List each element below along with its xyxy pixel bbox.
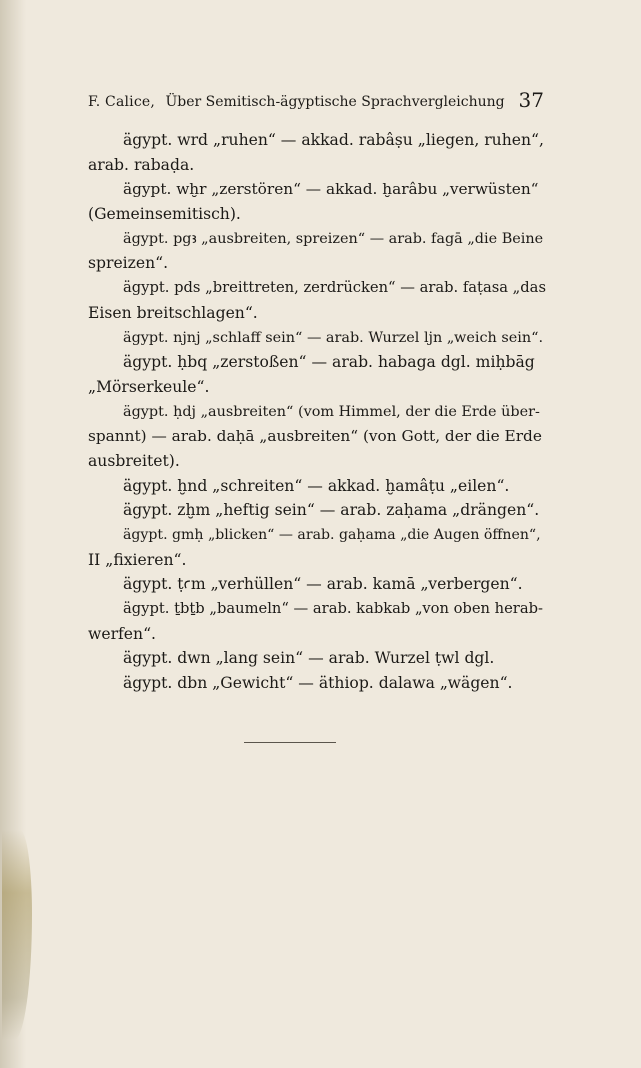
text-line: ägypt. ṯbṯb „baumeln“ — arab. kabkab „von oben herab- (123, 600, 543, 618)
text-line: spreizen“. (88, 254, 169, 273)
text-line: ausbreitet). (88, 451, 180, 470)
end-rule (244, 742, 336, 743)
text-line: spannt) — arab. daḥā „ausbreiten“ (von Gott, der die Erde (88, 427, 542, 446)
page-number: 37 (518, 88, 544, 112)
text-line: (Gemeinsemitisch). (88, 205, 241, 224)
text-line: ägypt. njnj „schlaff sein“ — arab. Wurzel ljn „weich sein“. (123, 329, 544, 346)
page-stain (2, 830, 32, 1040)
text-line: ägypt. ḥdj „ausbreiten“ (vom Himmel, der die Erde über- (123, 403, 540, 420)
running-header (88, 90, 544, 114)
body-text (88, 128, 546, 696)
header-author: F. Calice, (88, 94, 156, 110)
text-line: ägypt. ṭꜥm „verhüllen“ — arab. kamā „verbergen“. (123, 575, 523, 594)
text-line: ägypt. wḫr „zerstören“ — akkad. ḫarâbu „verwüsten“ (123, 180, 539, 199)
text-line: Eisen breitschlagen“. (88, 303, 258, 322)
text-line: „Mörserkeule“. (88, 377, 210, 396)
text-line: ägypt. zḫm „heftig sein“ — arab. zaḥama „drängen“. (123, 501, 540, 520)
text-line: II „fixieren“. (88, 550, 187, 569)
text-line: ägypt. gmḥ „blicken“ — arab. gaḥama „die Augen öffnen“, (123, 527, 541, 543)
text-line: ägypt. dbn „Gewicht“ — äthiop. dalawa „wägen“. (123, 674, 513, 693)
text-line: ägypt. pgꜣ „ausbreiten, spreizen“ — arab. fagā „die Beine (123, 230, 544, 247)
text-line: arab. rabaḍa. (88, 155, 195, 174)
text-line: werfen“. (88, 624, 157, 643)
text-line: ägypt. pds „breittreten, zerdrücken“ — arab. faṭasa „das (123, 279, 546, 297)
text-line: ägypt. ḫnd „schreiten“ — akkad. ḫamâṭu „eilen“. (123, 476, 510, 495)
header-title: Über Semitisch-ägyptische Sprachvergleichung (165, 94, 505, 110)
text-line: ägypt. dwn „lang sein“ — arab. Wurzel ṭwl dgl. (123, 649, 495, 668)
text-line: ägypt. wrd „ruhen“ — akkad. rabâṣu „liegen, ruhen“, (123, 131, 544, 149)
text-line: ägypt. ḥbq „zerstoßen“ — arab. habaga dgl. miḥbāg (123, 353, 535, 372)
